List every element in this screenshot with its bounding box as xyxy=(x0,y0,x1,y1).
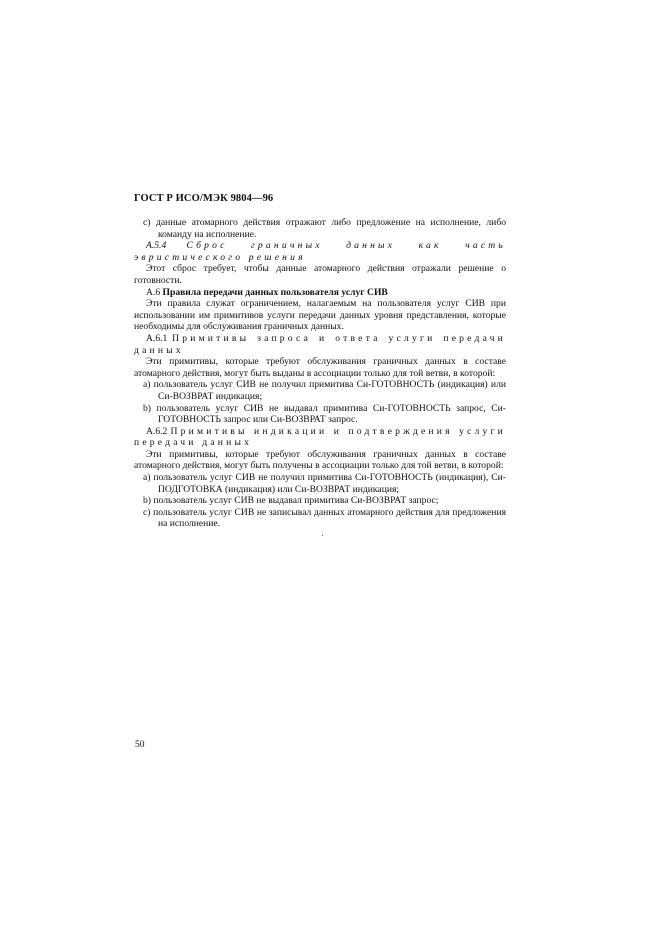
section-title: Примитивы запроса и ответа услуги передачи данных xyxy=(134,332,506,356)
paragraph: Этот сброс требует, чтобы данные атомарного действия отражали решение о готовности. xyxy=(134,263,506,286)
section-number: А.6.2 xyxy=(146,425,168,437)
list-item: b) пользователь услуг СИВ не выдавал примитива Си-ВОЗВРАТ запрос; xyxy=(143,495,439,507)
section-heading-a6 xyxy=(134,287,506,299)
list-item: b) пользователь услуг СИВ не выдавал примитива Си-ГОТОВНОСТЬ запрос, Си-ГОТОВНОСТЬ запрос или Си-ВОЗВРАТ запрос. xyxy=(143,402,506,426)
paragraph: Эти примитивы, которые требуют обслуживания граничных данных в составе атомарного действия, могут быть выданы в ассоциации только для той ветви, в которой: xyxy=(134,356,506,379)
section-heading-a62 xyxy=(134,426,506,449)
document-header: ГОСТ Р ИСО/МЭК 9804—96 xyxy=(134,193,274,204)
list-item: с) данные атомарного действия отражают либо предложение на исполнение, либо команду на исполнение. xyxy=(143,217,506,240)
section-heading-a61 xyxy=(134,333,506,356)
list-item: с) пользователь услуг СИВ не записывал данных атомарного действия для предложения на исполнение. xyxy=(143,506,506,530)
section-title: Правила передачи данных пользователя услуг СИВ xyxy=(162,286,388,298)
page-number: 50 xyxy=(135,740,145,750)
paragraph: Эти примитивы, которые требуют обслуживания граничных данных в составе атомарного действия, могут быть получены в ассоциации только для той ветви, в которой: xyxy=(134,448,506,472)
document-body xyxy=(134,217,506,530)
list-item: а) пользователь услуг СИВ не получил примитива Си-ГОТОВНОСТЬ (индикация) или Си-ВОЗВРАТ индикация; xyxy=(143,379,506,402)
section-number: А.6.1 xyxy=(146,332,168,344)
list-item: а) пользователь услуг СИВ не получил примитива Си-ГОТОВНОСТЬ (индикация), Си-ПОДГОТОВКА (индикация) или Си-ВОЗВРАТ индикация; xyxy=(143,472,506,495)
section-title: Примитивы индикации и подтверждения услуги передачи данных xyxy=(134,425,506,449)
scan-speck xyxy=(322,535,323,536)
section-title: Сброс граничных данных как часть эвристического решения xyxy=(134,240,506,263)
paragraph: Эти правила служат ограничением, налагаемым на пользователя услуг СИВ при использовании им примитивов услуги передачи данных уровня представления, которые необходимы для обслуживания граничных данных. xyxy=(134,298,506,333)
section-number: А.5.4 xyxy=(146,240,167,252)
section-heading-a54 xyxy=(134,240,506,263)
section-number: А.6 xyxy=(146,286,161,298)
